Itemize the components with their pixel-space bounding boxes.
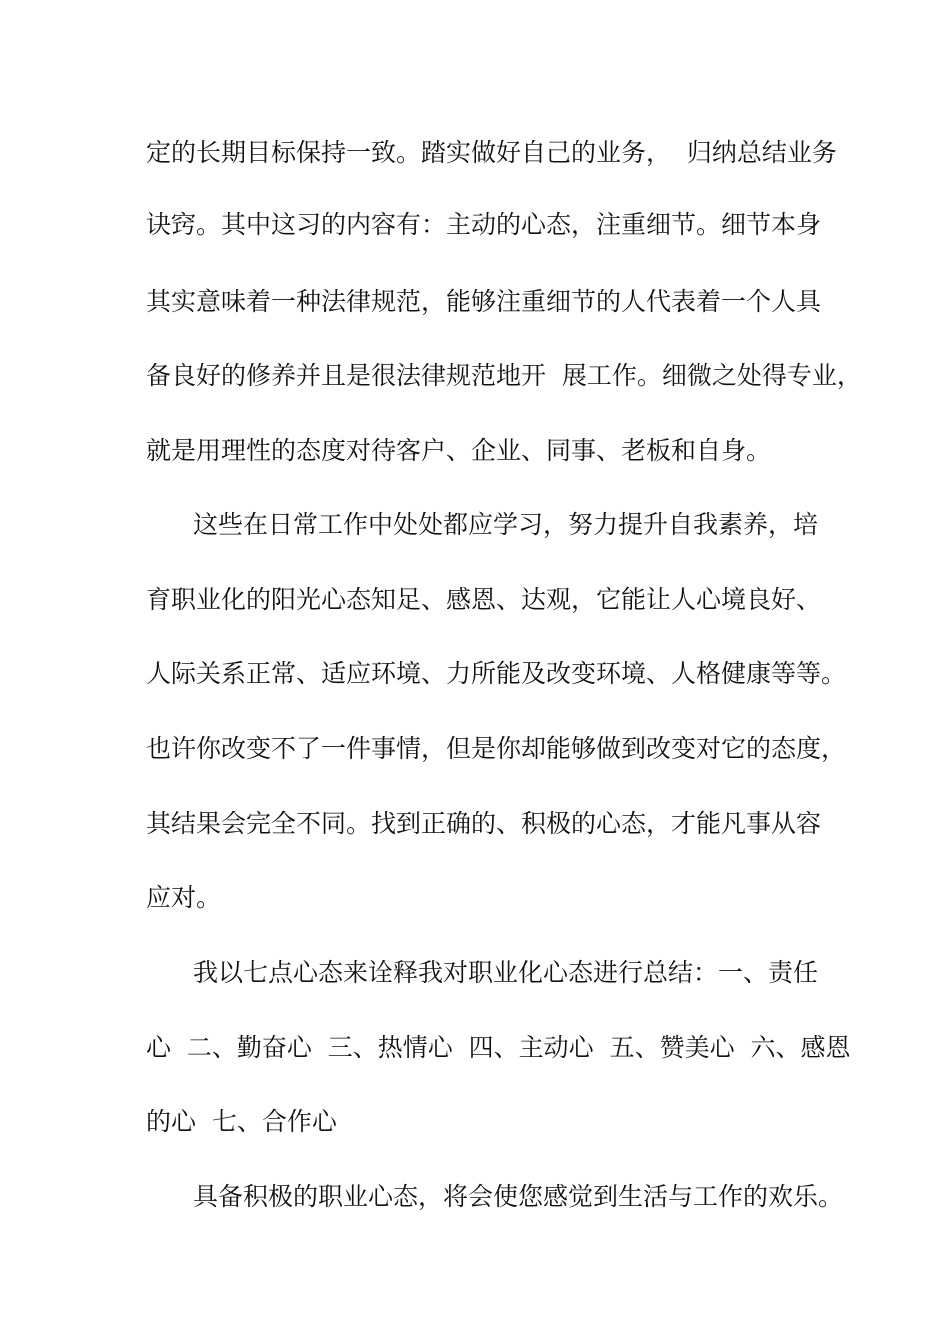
paragraph-1-line-2: 诀窍。其中这习的内容有：主动的心态，注重细节。细节本身 <box>146 210 822 239</box>
paragraph-1-line-1: 定的长期目标保持一致。踏实做好自己的业务， 归纳总结业务 <box>146 138 837 167</box>
paragraph-2-line-4: 也许你改变不了一件事情，但是你却能够做到改变对它的态度， <box>146 734 847 763</box>
paragraph-3-line-1: 我以七点心态来诠释我对职业化心态进行总结：一、责任 <box>193 958 819 987</box>
paragraph-2-line-2: 育职业化的阳光心态知足、感恩、达观，它能让人心境良好、 <box>146 585 822 614</box>
paragraph-1-line-3: 其实意味着一种法律规范，能够注重细节的人代表着一个人具 <box>146 287 822 316</box>
paragraph-1-line-4: 备良好的修养并且是很法律规范地开 展工作。细微之处得专业， <box>146 361 862 390</box>
paragraph-4-line-1: 具备积极的职业心态，将会使您感觉到生活与工作的欢乐。 <box>193 1182 844 1211</box>
paragraph-3-line-3: 的心 七、合作心 <box>146 1107 337 1136</box>
paragraph-2-line-3: 人际关系正常、适应环境、力所能及改变环境、人格健康等等。 <box>146 659 847 688</box>
paragraph-3-line-2: 心 二、勤奋心 三、热情心 四、主动心 五、赞美心 六、感恩 <box>146 1033 851 1062</box>
paragraph-2-line-6: 应对。 <box>146 883 222 912</box>
paragraph-2-line-1: 这些在日常工作中处处都应学习，努力提升自我素养，培 <box>193 510 819 539</box>
paragraph-2-line-5: 其结果会完全不同。找到正确的、积极的心态，才能凡事从容 <box>146 809 822 838</box>
paragraph-1-line-5: 就是用理性的态度对待客户、企业、同事、老板和自身。 <box>146 436 772 465</box>
